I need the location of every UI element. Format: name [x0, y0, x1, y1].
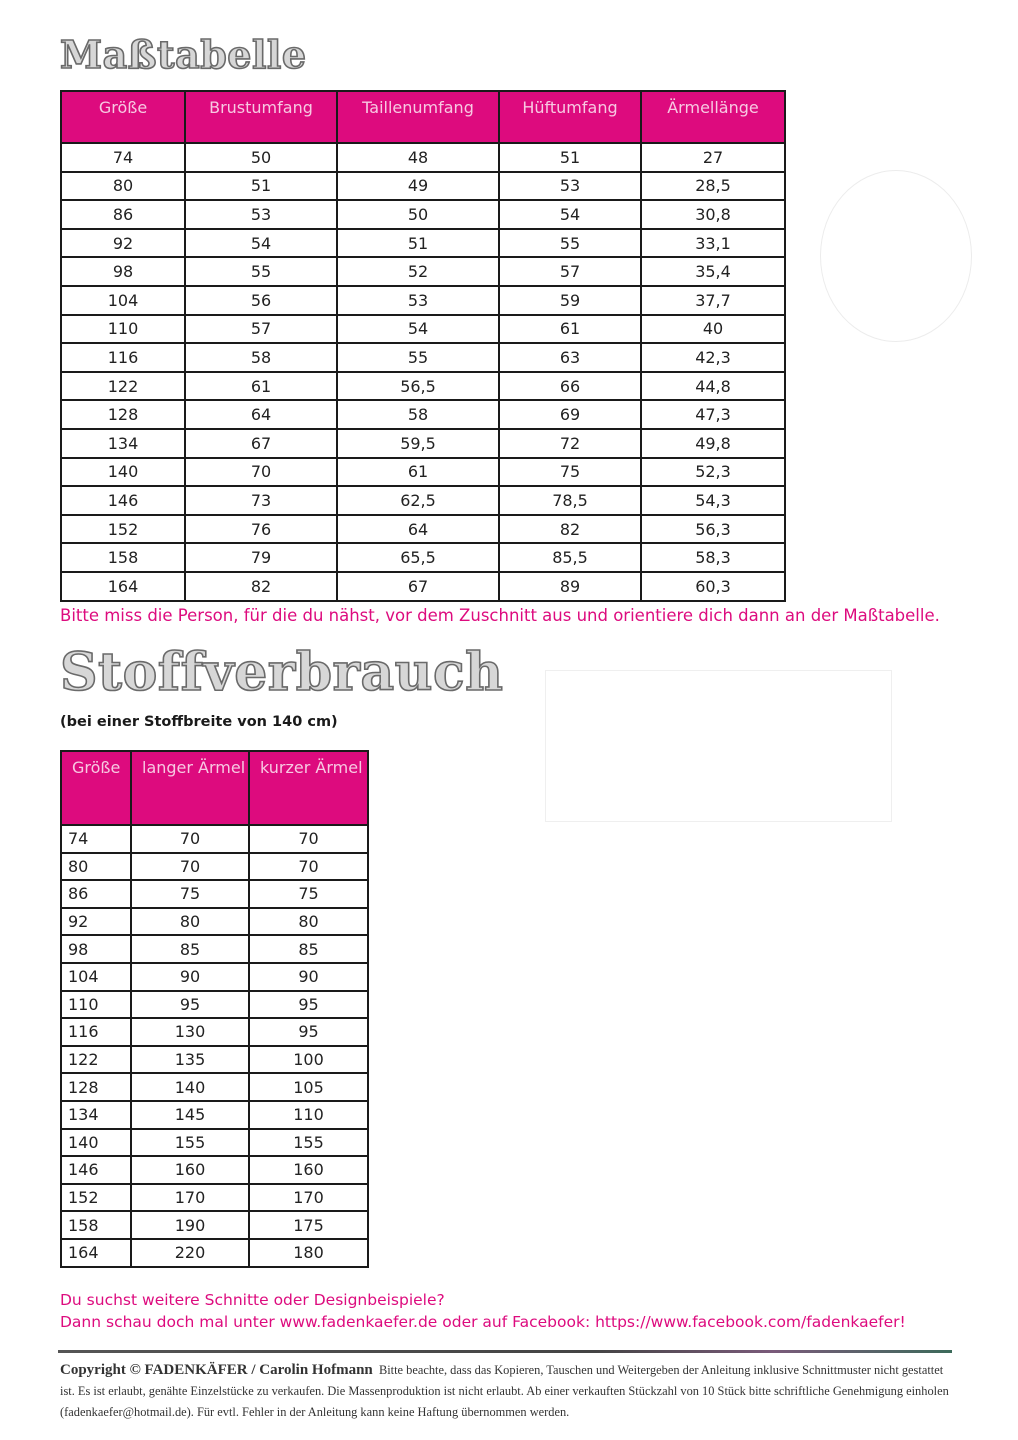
cell-short-sleeve: 75 — [249, 880, 368, 908]
cell-size: 134 — [61, 1101, 131, 1129]
table-row — [61, 172, 785, 201]
cell-waist: 50 — [337, 200, 499, 229]
cell-chest: 54 — [185, 229, 337, 258]
cell-chest: 56 — [185, 286, 337, 315]
fabric-subtitle: (bei einer Stoffbreite von 140 cm) — [60, 714, 338, 730]
table-row — [61, 1046, 368, 1074]
cell-size: 146 — [61, 1156, 131, 1184]
cell-short-sleeve: 95 — [249, 1018, 368, 1046]
cell-sleeve: 54,3 — [641, 486, 785, 515]
cell-sleeve: 49,8 — [641, 429, 785, 458]
table-row — [61, 429, 785, 458]
cell-waist: 56,5 — [337, 372, 499, 401]
cell-short-sleeve: 170 — [249, 1184, 368, 1212]
cell-size: 164 — [61, 1239, 131, 1267]
cell-sleeve: 56,3 — [641, 515, 785, 544]
table-row — [61, 229, 785, 258]
cell-long-sleeve: 130 — [131, 1018, 249, 1046]
cell-long-sleeve: 70 — [131, 853, 249, 881]
header-waist: Taillenumfang — [337, 91, 499, 143]
cell-size: 74 — [61, 143, 185, 172]
cell-size: 140 — [61, 458, 185, 487]
cell-waist: 52 — [337, 257, 499, 286]
cell-size: 122 — [61, 372, 185, 401]
cell-waist: 48 — [337, 143, 499, 172]
table-row — [61, 458, 785, 487]
cell-chest: 79 — [185, 543, 337, 572]
table-row — [61, 880, 368, 908]
cell-chest: 57 — [185, 315, 337, 344]
cell-size: 152 — [61, 1184, 131, 1212]
cell-size: 116 — [61, 343, 185, 372]
table-row — [61, 286, 785, 315]
more-patterns-question: Du suchst weitere Schnitte oder Designbeispiele? — [60, 1291, 445, 1309]
cell-short-sleeve: 110 — [249, 1101, 368, 1129]
cell-size: 110 — [61, 315, 185, 344]
cell-hip: 63 — [499, 343, 641, 372]
cell-sleeve: 30,8 — [641, 200, 785, 229]
cell-hip: 89 — [499, 572, 641, 601]
cell-size: 134 — [61, 429, 185, 458]
cell-sleeve: 52,3 — [641, 458, 785, 487]
cell-hip: 69 — [499, 400, 641, 429]
cell-sleeve: 33,1 — [641, 229, 785, 258]
cell-long-sleeve: 220 — [131, 1239, 249, 1267]
table-row — [61, 1018, 368, 1046]
table-row — [61, 1211, 368, 1239]
cell-hip: 72 — [499, 429, 641, 458]
cell-hip: 61 — [499, 315, 641, 344]
cell-waist: 54 — [337, 315, 499, 344]
cell-hip: 54 — [499, 200, 641, 229]
cell-long-sleeve: 155 — [131, 1129, 249, 1157]
cell-chest: 51 — [185, 172, 337, 201]
table-row — [61, 572, 785, 601]
table-row — [61, 515, 785, 544]
cell-short-sleeve: 100 — [249, 1046, 368, 1074]
cell-size: 122 — [61, 1046, 131, 1074]
cell-waist: 53 — [337, 286, 499, 315]
cell-size: 104 — [61, 963, 131, 991]
cell-size: 164 — [61, 572, 185, 601]
cell-chest: 73 — [185, 486, 337, 515]
cell-chest: 70 — [185, 458, 337, 487]
table-row — [61, 1184, 368, 1212]
cell-short-sleeve: 180 — [249, 1239, 368, 1267]
cell-size: 146 — [61, 486, 185, 515]
more-patterns-links: Dann schau doch mal unter www.fadenkaefer.de oder auf Facebook: https://www.facebook.com/fadenkaefer! — [60, 1313, 906, 1331]
cell-size: 86 — [61, 200, 185, 229]
cell-chest: 55 — [185, 257, 337, 286]
table-row — [61, 143, 785, 172]
footer-text: Bitte beachte, dass das Kopieren, Tauschen und Weitergeben der Anleitung inklusive Schnittmuster nicht gestattet ist. Es ist erlaubt, genähte Einzelstücke zu verkaufen. Die Massenproduktion ist nicht erlaubt. Ab einer verkauften Stückzahl von 10 Stück bitte schriftliche Genehmigung einholen (fadenkaefer@hotmail.de). Für evtl. Fehler in der Anleitung kann keine Haftung übernommen werden. — [60, 1363, 949, 1419]
table-row — [61, 1239, 368, 1267]
cell-long-sleeve: 145 — [131, 1101, 249, 1129]
cell-size: 80 — [61, 172, 185, 201]
cell-sleeve: 44,8 — [641, 372, 785, 401]
table-row — [61, 1073, 368, 1101]
fabric-table — [60, 750, 369, 1268]
cell-sleeve: 35,4 — [641, 257, 785, 286]
table-row — [61, 935, 368, 963]
header-hip: Hüftumfang — [499, 91, 641, 143]
cell-waist: 55 — [337, 343, 499, 372]
cell-long-sleeve: 190 — [131, 1211, 249, 1239]
table-row — [61, 486, 785, 515]
cell-hip: 53 — [499, 172, 641, 201]
table-row — [61, 372, 785, 401]
cell-long-sleeve: 135 — [131, 1046, 249, 1074]
cell-hip: 82 — [499, 515, 641, 544]
cell-short-sleeve: 175 — [249, 1211, 368, 1239]
header-chest: Brustumfang — [185, 91, 337, 143]
header-sleeve: Ärmellänge — [641, 91, 785, 143]
cell-chest: 61 — [185, 372, 337, 401]
measurement-note: Bitte miss die Person, für die du nähst, vor dem Zuschnitt aus und orientiere dich dann an der Maßtabelle. — [60, 606, 940, 625]
table-row — [61, 908, 368, 936]
copyright: Copyright © FADENKÄFER / Carolin Hofmann — [60, 1362, 373, 1378]
cell-size: 104 — [61, 286, 185, 315]
cell-size: 86 — [61, 880, 131, 908]
cell-short-sleeve: 155 — [249, 1129, 368, 1157]
cell-sleeve: 42,3 — [641, 343, 785, 372]
cell-short-sleeve: 95 — [249, 991, 368, 1019]
measurement-header-row — [61, 91, 785, 143]
cell-short-sleeve: 70 — [249, 853, 368, 881]
cell-short-sleeve: 160 — [249, 1156, 368, 1184]
cell-size: 116 — [61, 1018, 131, 1046]
cell-chest: 76 — [185, 515, 337, 544]
cell-sleeve: 47,3 — [641, 400, 785, 429]
cell-sleeve: 27 — [641, 143, 785, 172]
cell-hip: 57 — [499, 257, 641, 286]
cell-chest: 50 — [185, 143, 337, 172]
measurement-table — [60, 90, 786, 602]
header-size: Größe — [61, 751, 131, 825]
cell-sleeve: 58,3 — [641, 543, 785, 572]
cell-hip: 51 — [499, 143, 641, 172]
cell-hip: 78,5 — [499, 486, 641, 515]
cell-long-sleeve: 95 — [131, 991, 249, 1019]
cell-waist: 64 — [337, 515, 499, 544]
cell-long-sleeve: 170 — [131, 1184, 249, 1212]
cell-sleeve: 37,7 — [641, 286, 785, 315]
cell-hip: 59 — [499, 286, 641, 315]
cell-hip: 66 — [499, 372, 641, 401]
footer-divider — [58, 1350, 952, 1353]
cell-chest: 53 — [185, 200, 337, 229]
fabric-title: Stoffverbrauch — [60, 642, 504, 703]
cell-sleeve: 60,3 — [641, 572, 785, 601]
cell-chest: 67 — [185, 429, 337, 458]
cell-short-sleeve: 105 — [249, 1073, 368, 1101]
table-row — [61, 200, 785, 229]
cell-chest: 64 — [185, 400, 337, 429]
ghost-circle-shape — [820, 170, 972, 342]
cell-sleeve: 40 — [641, 315, 785, 344]
measurement-title: Maßtabelle — [60, 32, 307, 77]
cell-long-sleeve: 90 — [131, 963, 249, 991]
table-row — [61, 1156, 368, 1184]
table-row — [61, 963, 368, 991]
table-row — [61, 543, 785, 572]
cell-hip: 55 — [499, 229, 641, 258]
cell-long-sleeve: 85 — [131, 935, 249, 963]
cell-long-sleeve: 75 — [131, 880, 249, 908]
cell-size: 98 — [61, 935, 131, 963]
header-long-sleeve: langer Ärmel — [131, 751, 249, 825]
table-row — [61, 825, 368, 853]
fabric-header-row — [61, 751, 368, 825]
cell-size: 140 — [61, 1129, 131, 1157]
table-row — [61, 400, 785, 429]
cell-size: 152 — [61, 515, 185, 544]
table-row — [61, 1101, 368, 1129]
cell-waist: 58 — [337, 400, 499, 429]
cell-long-sleeve: 160 — [131, 1156, 249, 1184]
cell-waist: 51 — [337, 229, 499, 258]
table-row — [61, 853, 368, 881]
table-row — [61, 991, 368, 1019]
cell-size: 98 — [61, 257, 185, 286]
cell-long-sleeve: 70 — [131, 825, 249, 853]
cell-waist: 65,5 — [337, 543, 499, 572]
table-row — [61, 315, 785, 344]
cell-size: 92 — [61, 908, 131, 936]
cell-chest: 58 — [185, 343, 337, 372]
table-row — [61, 1129, 368, 1157]
table-row — [61, 257, 785, 286]
cell-waist: 59,5 — [337, 429, 499, 458]
cell-long-sleeve: 140 — [131, 1073, 249, 1101]
header-short-sleeve: kurzer Ärmel — [249, 751, 368, 825]
cell-size: 110 — [61, 991, 131, 1019]
cell-short-sleeve: 80 — [249, 908, 368, 936]
cell-short-sleeve: 90 — [249, 963, 368, 991]
cell-hip: 75 — [499, 458, 641, 487]
cell-waist: 62,5 — [337, 486, 499, 515]
cell-hip: 85,5 — [499, 543, 641, 572]
cell-size: 80 — [61, 853, 131, 881]
table-row — [61, 343, 785, 372]
cell-size: 128 — [61, 400, 185, 429]
cell-waist: 61 — [337, 458, 499, 487]
cell-sleeve: 28,5 — [641, 172, 785, 201]
footer — [60, 1360, 955, 1423]
ghost-box-shape — [545, 670, 892, 822]
cell-size: 128 — [61, 1073, 131, 1101]
cell-size: 158 — [61, 543, 185, 572]
cell-waist: 67 — [337, 572, 499, 601]
cell-short-sleeve: 85 — [249, 935, 368, 963]
cell-chest: 82 — [185, 572, 337, 601]
cell-size: 92 — [61, 229, 185, 258]
cell-short-sleeve: 70 — [249, 825, 368, 853]
header-size: Größe — [61, 91, 185, 143]
cell-size: 158 — [61, 1211, 131, 1239]
cell-waist: 49 — [337, 172, 499, 201]
cell-size: 74 — [61, 825, 131, 853]
cell-long-sleeve: 80 — [131, 908, 249, 936]
